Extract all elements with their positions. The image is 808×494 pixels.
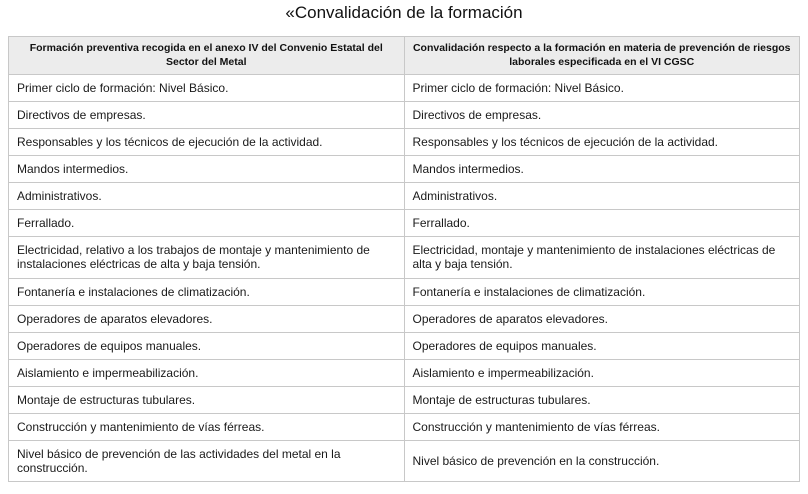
convalidacion-table: [8, 36, 800, 481]
table-cell: Operadores de equipos manuales.: [9, 332, 405, 359]
table-cell: Ferrallado.: [404, 210, 800, 237]
column-header-anexo-iv-metal: Formación preventiva recogida en el anexo IV del Convenio Estatal del Sector del Metal: [9, 37, 405, 75]
table-row: [9, 210, 800, 237]
table-cell: Administrativos.: [404, 183, 800, 210]
table-row: [9, 332, 800, 359]
table-row: [9, 440, 800, 481]
table-cell: Directivos de empresas.: [404, 102, 800, 129]
table-cell: Nivel básico de prevención en la construcción.: [404, 440, 800, 481]
table-cell: Operadores de aparatos elevadores.: [9, 305, 405, 332]
table-header-row: [9, 37, 800, 75]
table-cell: Operadores de equipos manuales.: [404, 332, 800, 359]
table-cell: Ferrallado.: [9, 210, 405, 237]
table-row: [9, 386, 800, 413]
table-cell: Primer ciclo de formación: Nivel Básico.: [9, 75, 405, 102]
table-row: [9, 129, 800, 156]
table-head: [9, 37, 800, 75]
table-body: [9, 75, 800, 482]
table-cell: Construcción y mantenimiento de vías férreas.: [404, 413, 800, 440]
table-cell: Construcción y mantenimiento de vías férreas.: [9, 413, 405, 440]
table-row: [9, 102, 800, 129]
table-cell: Aislamiento e impermeabilización.: [9, 359, 405, 386]
table-row: [9, 359, 800, 386]
table-row: [9, 183, 800, 210]
table-row: [9, 278, 800, 305]
table-cell: Mandos intermedios.: [404, 156, 800, 183]
table-cell: Operadores de aparatos elevadores.: [404, 305, 800, 332]
table-cell: Fontanería e instalaciones de climatización.: [404, 278, 800, 305]
table-row: [9, 237, 800, 278]
table-cell: Directivos de empresas.: [9, 102, 405, 129]
table-cell: Nivel básico de prevención de las actividades del metal en la construcción.: [9, 440, 405, 481]
table-row: [9, 75, 800, 102]
table-cell: Fontanería e instalaciones de climatización.: [9, 278, 405, 305]
table-cell: Montaje de estructuras tubulares.: [9, 386, 405, 413]
table-cell: Administrativos.: [9, 183, 405, 210]
page-title: «Convalidación de la formación: [285, 3, 523, 22]
table-cell: Montaje de estructuras tubulares.: [404, 386, 800, 413]
table-row: [9, 413, 800, 440]
table-cell: Responsables y los técnicos de ejecución de la actividad.: [9, 129, 405, 156]
table-cell: Mandos intermedios.: [9, 156, 405, 183]
table-cell: Responsables y los técnicos de ejecución de la actividad.: [404, 129, 800, 156]
table-cell: Aislamiento e impermeabilización.: [404, 359, 800, 386]
table-cell: Primer ciclo de formación: Nivel Básico.: [404, 75, 800, 102]
table-cell: Electricidad, montaje y mantenimiento de instalaciones eléctricas de alta y baja tensión.: [404, 237, 800, 278]
column-header-vi-cgsc: Convalidación respecto a la formación en materia de prevención de riesgos laborales especificada en el VI CGSC: [404, 37, 800, 75]
table-row: [9, 305, 800, 332]
table-cell: Electricidad, relativo a los trabajos de montaje y mantenimiento de instalaciones eléctricas de alta y baja tensión.: [9, 237, 405, 278]
table-row: [9, 156, 800, 183]
